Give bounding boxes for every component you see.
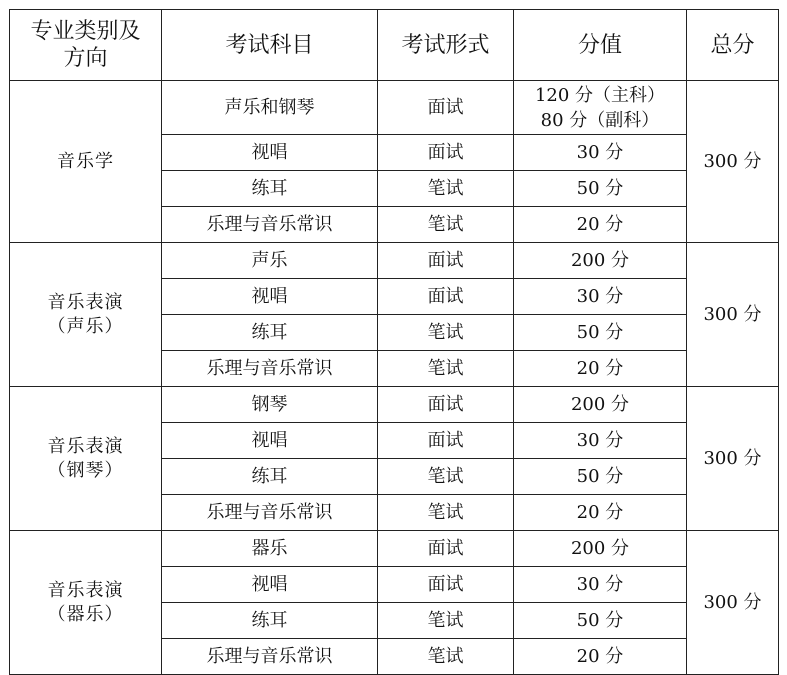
score-cell: 200 分 [514, 243, 687, 279]
header-total: 总分 [687, 10, 779, 81]
major-name-line2: （声乐） [47, 315, 124, 337]
major-name-line1: 音乐学 [57, 150, 114, 172]
format-cell: 笔试 [378, 603, 514, 639]
header-major [10, 10, 162, 81]
score-line1: 120 分（主科） [534, 84, 666, 106]
header-row [10, 10, 779, 81]
score-cell: 50 分 [514, 459, 687, 495]
major-name-line2: （器乐） [47, 603, 124, 625]
major-cell [10, 531, 162, 675]
header-major-line1: 专业类别及 [30, 19, 141, 44]
subject-cell: 视唱 [162, 567, 378, 603]
header-subject: 考试科目 [162, 10, 378, 81]
subject-cell: 练耳 [162, 171, 378, 207]
table-row [10, 243, 779, 279]
format-cell: 面试 [378, 81, 514, 135]
format-cell: 面试 [378, 279, 514, 315]
subject-cell: 练耳 [162, 603, 378, 639]
subject-cell: 乐理与音乐常识 [162, 207, 378, 243]
format-cell: 笔试 [378, 459, 514, 495]
total-cell: 300 分 [687, 531, 779, 675]
score-cell: 50 分 [514, 315, 687, 351]
score-cell: 20 分 [514, 639, 687, 675]
format-cell: 面试 [378, 567, 514, 603]
table-row [10, 81, 779, 135]
total-cell: 300 分 [687, 387, 779, 531]
format-cell: 面试 [378, 387, 514, 423]
format-cell: 面试 [378, 423, 514, 459]
format-cell: 笔试 [378, 171, 514, 207]
score-cell: 200 分 [514, 531, 687, 567]
format-cell: 笔试 [378, 495, 514, 531]
format-cell: 笔试 [378, 207, 514, 243]
subject-cell: 乐理与音乐常识 [162, 495, 378, 531]
subject-cell: 声乐 [162, 243, 378, 279]
score-cell: 30 分 [514, 423, 687, 459]
subject-cell: 声乐和钢琴 [162, 81, 378, 135]
format-cell: 笔试 [378, 351, 514, 387]
subject-cell: 钢琴 [162, 387, 378, 423]
score-cell [514, 81, 687, 135]
major-cell [10, 81, 162, 243]
header-score: 分值 [514, 10, 687, 81]
subject-cell: 练耳 [162, 315, 378, 351]
major-name-line2: （钢琴） [47, 459, 124, 481]
format-cell: 面试 [378, 135, 514, 171]
table-row [10, 531, 779, 567]
major-name-line1: 音乐表演 [47, 291, 124, 313]
score-line2: 80 分（副科） [540, 109, 660, 131]
subject-cell: 练耳 [162, 459, 378, 495]
format-cell: 面试 [378, 243, 514, 279]
score-cell: 50 分 [514, 603, 687, 639]
table-row [10, 387, 779, 423]
exam-table [9, 9, 779, 675]
score-cell: 20 分 [514, 351, 687, 387]
header-major-line2: 方向 [63, 46, 108, 71]
score-cell: 30 分 [514, 567, 687, 603]
subject-cell: 视唱 [162, 423, 378, 459]
format-cell: 面试 [378, 531, 514, 567]
subject-cell: 器乐 [162, 531, 378, 567]
total-cell: 300 分 [687, 81, 779, 243]
major-cell [10, 243, 162, 387]
subject-cell: 视唱 [162, 135, 378, 171]
score-cell: 50 分 [514, 171, 687, 207]
major-name-line1: 音乐表演 [47, 435, 124, 457]
major-name-line1: 音乐表演 [47, 579, 124, 601]
header-format: 考试形式 [378, 10, 514, 81]
score-cell: 200 分 [514, 387, 687, 423]
subject-cell: 乐理与音乐常识 [162, 351, 378, 387]
score-cell: 20 分 [514, 495, 687, 531]
score-cell: 30 分 [514, 279, 687, 315]
subject-cell: 乐理与音乐常识 [162, 639, 378, 675]
total-cell: 300 分 [687, 243, 779, 387]
format-cell: 笔试 [378, 639, 514, 675]
subject-cell: 视唱 [162, 279, 378, 315]
format-cell: 笔试 [378, 315, 514, 351]
score-cell: 30 分 [514, 135, 687, 171]
major-cell [10, 387, 162, 531]
score-cell: 20 分 [514, 207, 687, 243]
